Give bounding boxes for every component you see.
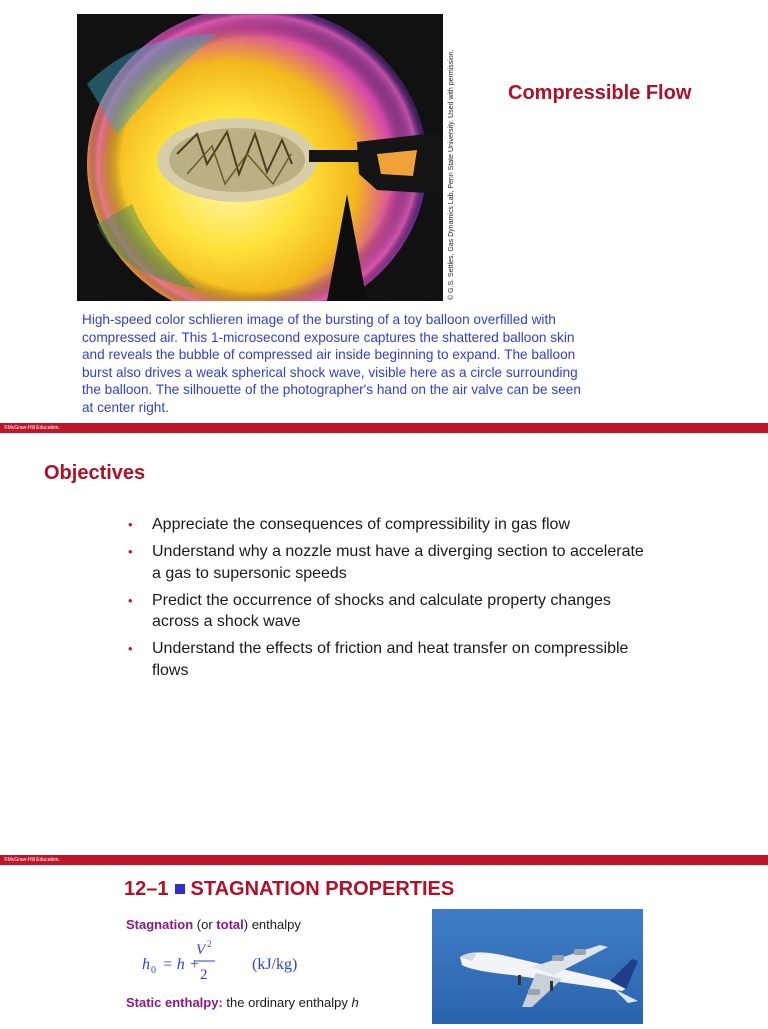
footer-bar-2 <box>0 855 768 865</box>
photo-credit: © G.S. Settles, Gas Dynamics Lab, Penn State University. Used with permission. <box>448 49 455 300</box>
list-item <box>128 590 648 633</box>
equation-numerator: V <box>196 942 206 958</box>
bullet-icon: • <box>128 544 133 559</box>
slide-title-compressible-flow: Compressible Flow <box>508 82 692 104</box>
objective-text: Understand why a nozzle must have a diverging section to accelerate a gas to supersonic speeds <box>152 543 644 582</box>
section-title <box>124 878 454 901</box>
copyright-text: ©McGraw-Hill Education. <box>4 425 60 431</box>
equation-lhs: h <box>142 956 150 973</box>
bullet-icon: • <box>128 517 133 532</box>
list-item <box>128 638 648 681</box>
section-number: 12–1 <box>124 878 169 900</box>
static-enthalpy-symbol: h <box>351 995 359 1010</box>
objective-text: Appreciate the consequences of compressibility in gas flow <box>152 516 570 533</box>
bullet-icon: • <box>128 641 133 656</box>
photo-caption: High-speed color schlieren image of the bursting of a toy balloon overfilled with compressed air. This 1-microsecond exposure captures the shattered balloon skin and reveals the bubble of compressed air inside beginning to expand. The balloon burst also drives a weak spherical shock wave, visible here as a circle surrounding the balloon. The silhouette of the photographer's hand on the air valve can be seen at center right. <box>82 312 581 415</box>
static-enthalpy-label: Static enthalpy: <box>126 995 223 1010</box>
stagnation-enthalpy-label <box>126 917 301 932</box>
stagnation-enthalpy-equation <box>140 937 320 987</box>
schlieren-balloon-photo <box>77 14 443 301</box>
footer-bar-1 <box>0 423 768 433</box>
list-item <box>128 541 648 584</box>
airplane-photo <box>432 909 643 1024</box>
objectives-title: Objectives <box>44 462 146 484</box>
equation-denominator: 2 <box>200 967 208 983</box>
objective-text: Understand the effects of friction and heat transfer on compressible flows <box>152 640 629 679</box>
square-bullet-icon <box>175 884 185 894</box>
equation-subscript: 0 <box>151 965 156 976</box>
equation-units: (kJ/kg) <box>252 956 298 973</box>
stagnation-word: Stagnation <box>126 917 194 932</box>
list-item <box>128 514 648 536</box>
section-heading: STAGNATION PROPERTIES <box>190 878 455 900</box>
copyright-text: ©McGraw-Hill Education. <box>4 857 60 863</box>
or-word: (or <box>196 917 217 932</box>
bullet-icon: • <box>128 592 133 608</box>
total-word: total <box>216 917 244 932</box>
equation-exponent: 2 <box>207 939 212 949</box>
equation-rhs: = h + <box>162 956 200 973</box>
objectives-list <box>128 514 648 687</box>
static-enthalpy-text: the ordinary enthalpy <box>222 995 352 1010</box>
static-enthalpy-line <box>126 995 359 1010</box>
enthalpy-word: ) enthalpy <box>243 917 301 932</box>
objective-text: Predict the occurrence of shocks and calculate property changes across a shock wave <box>152 591 611 630</box>
